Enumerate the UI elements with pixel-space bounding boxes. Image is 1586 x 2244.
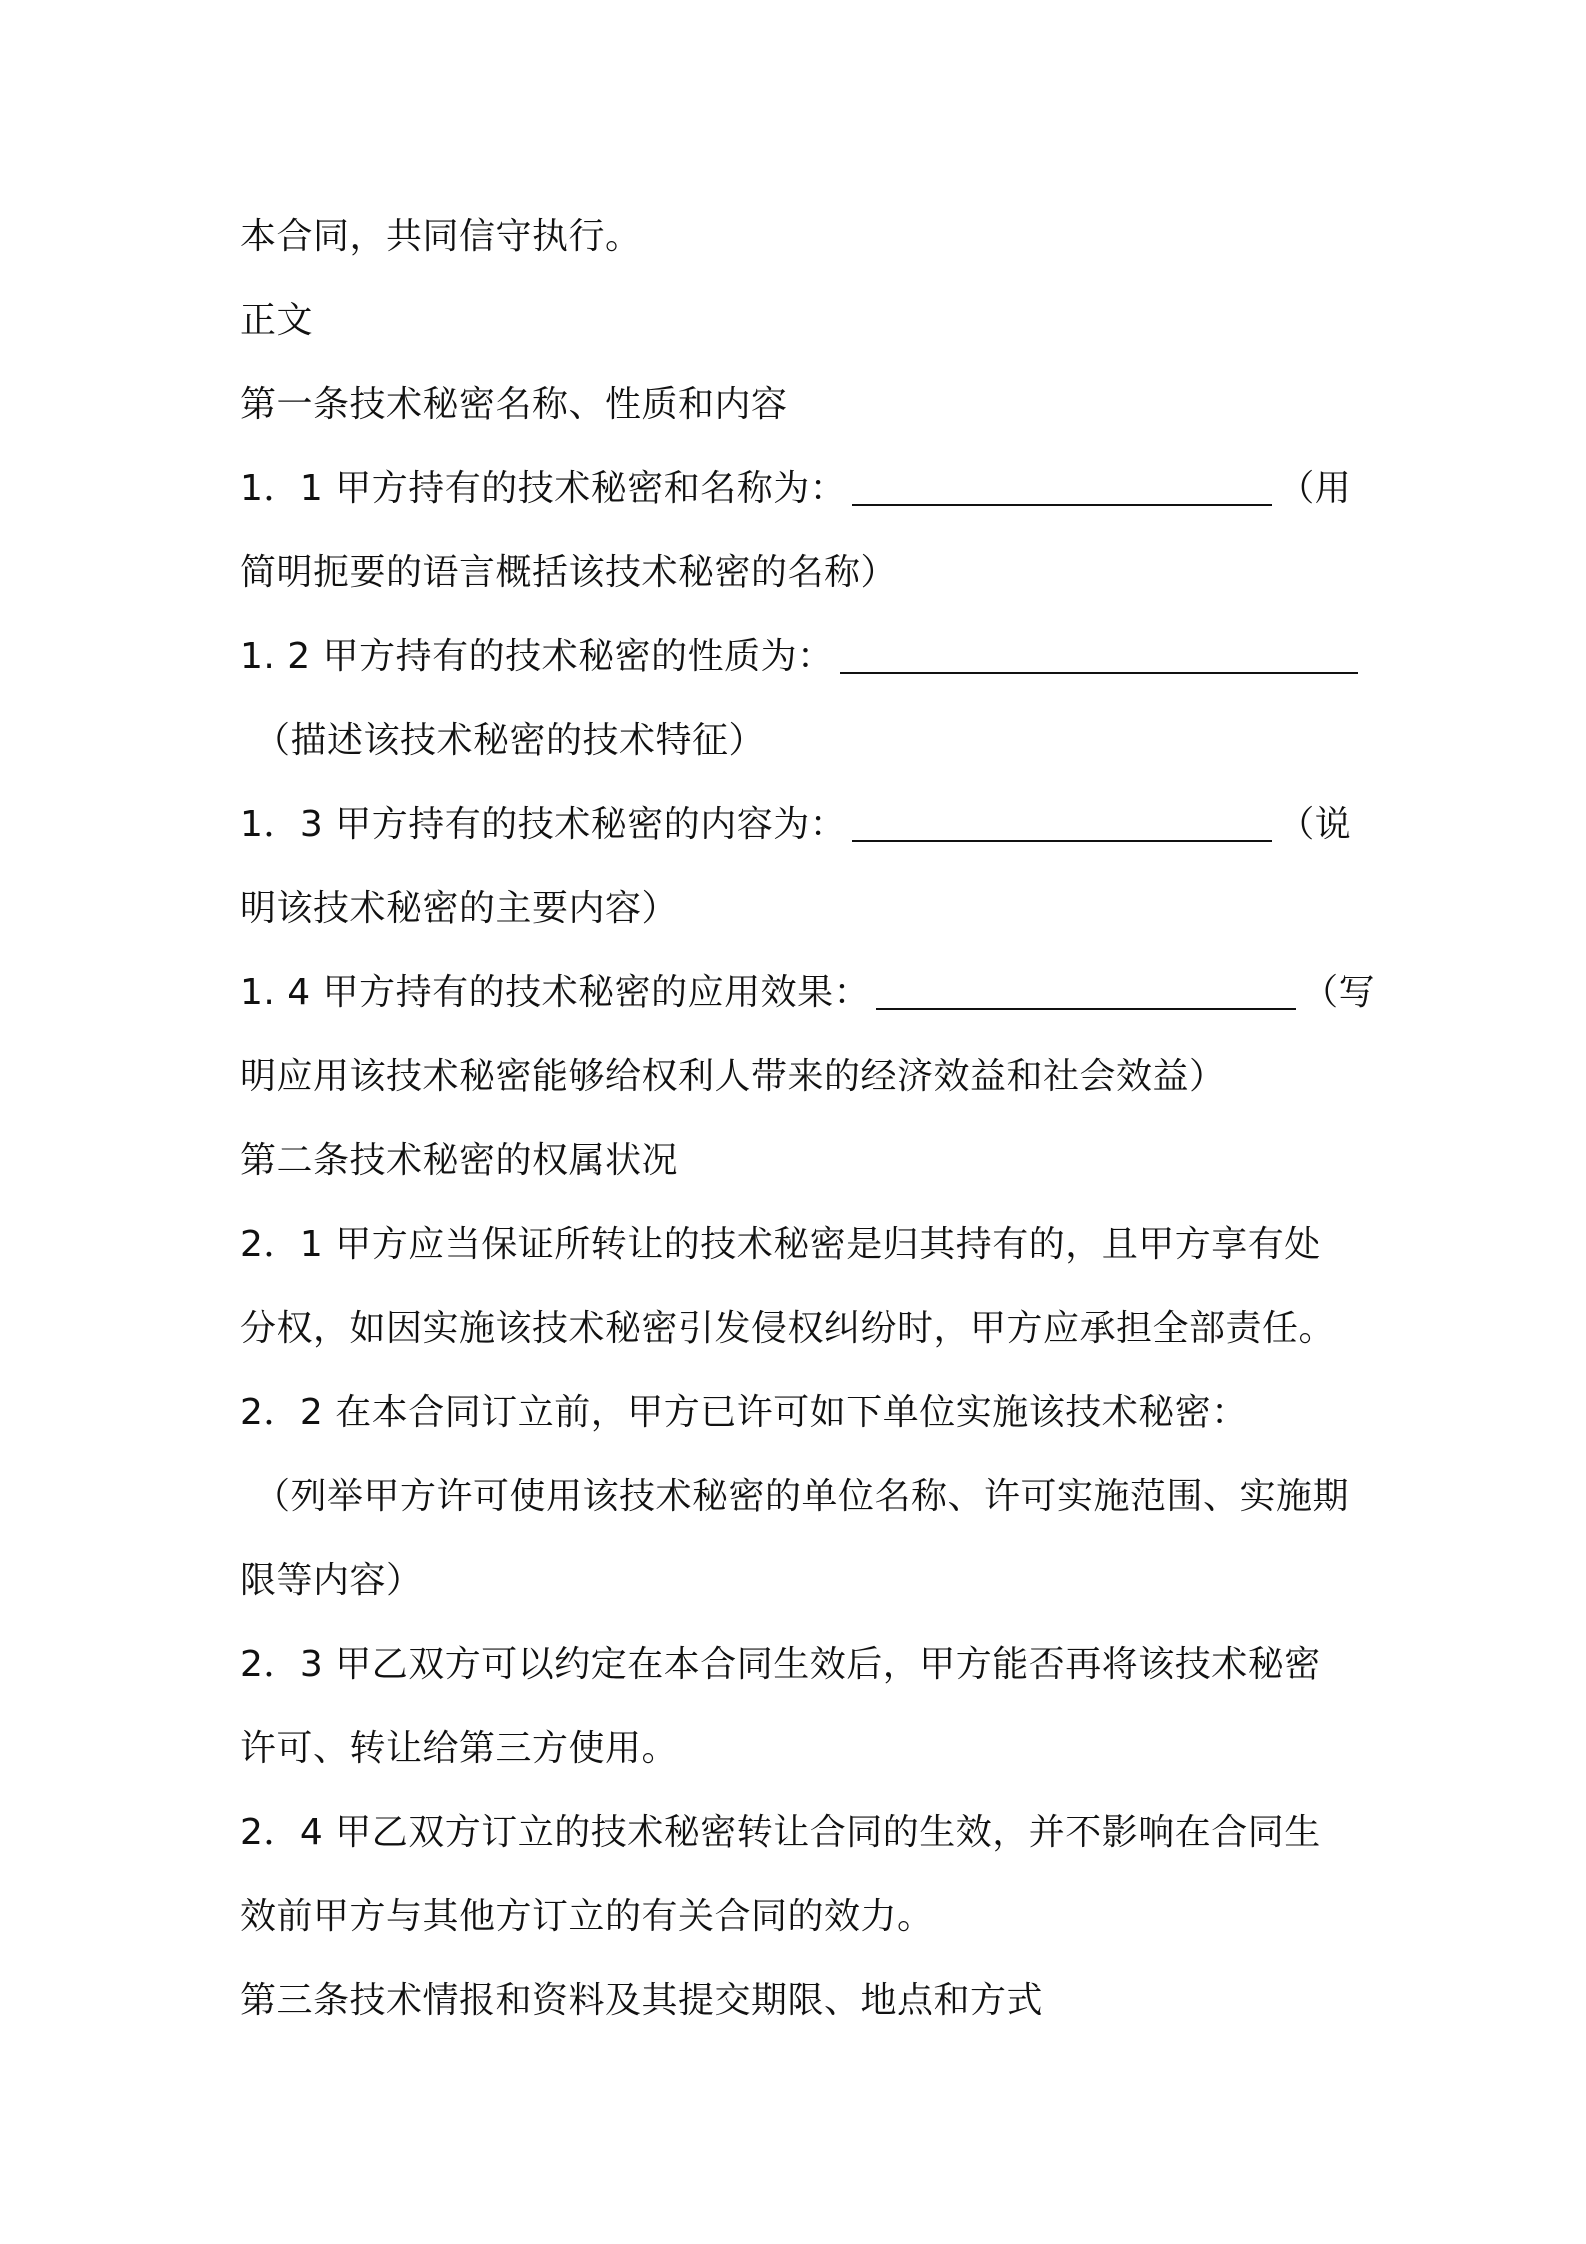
text-line: 本合同，共同信守执行。 bbox=[240, 216, 642, 257]
clause-1-1 bbox=[240, 447, 1360, 531]
document-body bbox=[240, 195, 1376, 2043]
text-line: 明该技术秘密的主要内容） bbox=[240, 888, 679, 929]
section-heading-body: 正文 bbox=[240, 300, 314, 341]
article-heading-1: 第一条技术秘密名称、性质和内容 bbox=[240, 384, 788, 425]
text-line: 限等内容） bbox=[240, 1560, 423, 1601]
clause-1-4-text: 1. 4 甲方持有的技术秘密的应用效果： bbox=[240, 972, 871, 1013]
clause-1-3-note-start: （说 bbox=[1278, 804, 1352, 845]
clause-1-3-text: 1．3 甲方持有的技术秘密的内容为： bbox=[240, 804, 847, 845]
clause-1-1-text: 1．1 甲方持有的技术秘密和名称为： bbox=[240, 468, 847, 509]
text-line: 许可、转让给第三方使用。 bbox=[240, 1728, 679, 1769]
text-line: 分权，如因实施该技术秘密引发侵权纠纷时，甲方应承担全部责任。 bbox=[240, 1308, 1336, 1349]
fill-in-blank[interactable] bbox=[840, 642, 1358, 674]
clause-2-4: 2．4 甲乙双方订立的技术秘密转让合同的生效，并不影响在合同生 bbox=[240, 1812, 1321, 1853]
fill-in-blank[interactable] bbox=[876, 978, 1296, 1010]
clause-1-1-note-start: （用 bbox=[1278, 468, 1352, 509]
fill-in-blank[interactable] bbox=[852, 810, 1272, 842]
article-heading-2: 第二条技术秘密的权属状况 bbox=[240, 1140, 679, 1181]
clause-1-4-note-start: （写 bbox=[1302, 972, 1376, 1013]
clause-2-3: 2．3 甲乙双方可以约定在本合同生效后，甲方能否再将该技术秘密 bbox=[240, 1644, 1321, 1685]
clause-1-3 bbox=[240, 783, 1360, 867]
text-line: 效前甲方与其他方订立的有关合同的效力。 bbox=[240, 1896, 934, 1937]
fill-in-blank[interactable] bbox=[852, 474, 1272, 506]
text-line: （描述该技术秘密的技术特征） bbox=[254, 720, 766, 761]
text-line: （列举甲方许可使用该技术秘密的单位名称、许可实施范围、实施期 bbox=[254, 1476, 1350, 1517]
text-line: 明应用该技术秘密能够给权利人带来的经济效益和社会效益） bbox=[240, 1056, 1226, 1097]
clause-1-2 bbox=[240, 615, 1360, 699]
clause-2-1: 2．1 甲方应当保证所转让的技术秘密是归其持有的，且甲方享有处 bbox=[240, 1224, 1321, 1265]
clause-2-2: 2．2 在本合同订立前，甲方已许可如下单位实施该技术秘密： bbox=[240, 1392, 1248, 1433]
clause-1-2-text: 1. 2 甲方持有的技术秘密的性质为： bbox=[240, 636, 834, 677]
article-heading-3: 第三条技术情报和资料及其提交期限、地点和方式 bbox=[240, 1980, 1044, 2021]
clause-1-4 bbox=[240, 951, 1376, 1035]
text-line: 简明扼要的语言概括该技术秘密的名称） bbox=[240, 552, 898, 593]
